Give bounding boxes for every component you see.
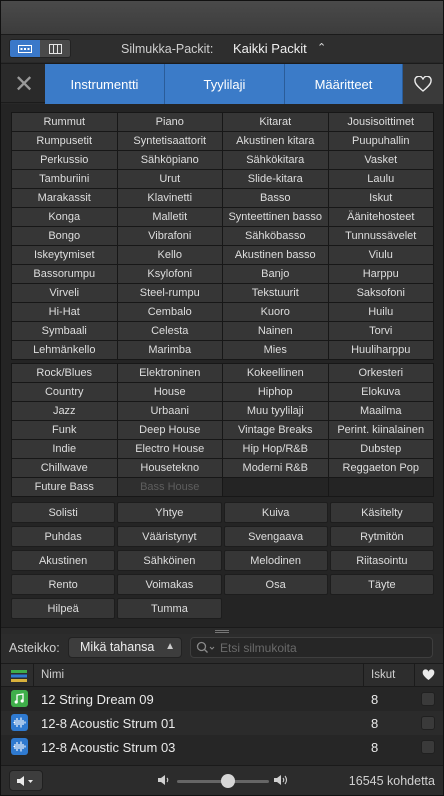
keyword-celesta[interactable]: Celesta (118, 322, 223, 340)
keyword-iskeytymiset[interactable]: Iskeytymiset (12, 246, 117, 264)
keyword-tekstuurit[interactable]: Tekstuurit (223, 284, 328, 302)
keyword-riitasointu[interactable]: Riitasointu (330, 550, 434, 571)
loop-name: 12-8 Acoustic Strum 01 (41, 716, 176, 731)
keyword-hiphop[interactable]: Hiphop (223, 383, 328, 401)
keyword-kokeellinen[interactable]: Kokeellinen (223, 364, 328, 382)
loop-beats: 8 (371, 740, 379, 755)
keyword-browser (1, 104, 443, 627)
keyword-virveli[interactable]: Virveli (12, 284, 117, 302)
keyword-kuiva[interactable]: Kuiva (224, 502, 328, 523)
keyword-bass-house[interactable]: Bass House (118, 478, 223, 496)
type-column-icon[interactable] (11, 670, 27, 685)
descriptor-keyword-grid (11, 502, 434, 619)
volume-slider-knob[interactable] (221, 774, 235, 788)
keyword-kuoro[interactable]: Kuoro (223, 303, 328, 321)
keyword-rumpusetit[interactable]: Rumpusetit (12, 132, 117, 150)
keyword-future-bass[interactable]: Future Bass (12, 478, 117, 496)
keyword-melodinen[interactable]: Melodinen (224, 550, 328, 571)
keyword-orkesteri[interactable]: Orkesteri (329, 364, 434, 382)
keyword-viulu[interactable]: Viulu (329, 246, 434, 264)
keyword-yhtye[interactable]: Yhtye (117, 502, 221, 523)
keyword-huuliharppu[interactable]: Huuliharppu (329, 341, 434, 359)
keyword-vintage-breaks[interactable]: Vintage Breaks (223, 421, 328, 439)
keyword-vääristynyt[interactable]: Vääristynyt (117, 526, 221, 547)
loop-packs-select[interactable]: Kaikki Packit (233, 41, 307, 56)
keyword-banjo[interactable]: Banjo (223, 265, 328, 283)
scale-select[interactable] (68, 637, 182, 658)
keyword-tunnussävelet[interactable]: Tunnussävelet (329, 227, 434, 245)
keyword-slide-kitara[interactable]: Slide-kitara (223, 170, 328, 188)
keyword-marakassit[interactable]: Marakassit (12, 189, 117, 207)
keyword-käsitelty[interactable]: Käsitelty (330, 502, 434, 523)
item-count: 16545 kohdetta (348, 774, 435, 788)
keyword-malletit[interactable]: Malletit (118, 208, 223, 226)
keyword-reggaeton-pop[interactable]: Reggaeton Pop (329, 459, 434, 477)
empty-cell (223, 478, 328, 496)
keyword-country[interactable]: Country (12, 383, 117, 401)
loop-name: 12 String Dream 09 (41, 692, 154, 707)
keyword-akustinen-basso[interactable]: Akustinen basso (223, 246, 328, 264)
volume-low-icon (157, 773, 171, 787)
genre-keyword-grid (11, 363, 434, 497)
keyword-perint-kiinalainen[interactable]: Perint. kiinalainen (329, 421, 434, 439)
tab-instrumentti[interactable]: Instrumentti (45, 64, 165, 104)
table-row[interactable] (1, 687, 443, 711)
columns-icon (49, 44, 62, 54)
keyword-voimakas[interactable]: Voimakas (117, 574, 221, 595)
keyword-vibrafoni[interactable]: Vibrafoni (118, 227, 223, 245)
table-header (1, 663, 443, 687)
keyword-lehmänkello[interactable]: Lehmänkello (12, 341, 117, 359)
keyword-kitarat[interactable]: Kitarat (223, 113, 328, 131)
keyword-vasket[interactable]: Vasket (329, 151, 434, 169)
keyword-tumma[interactable]: Tumma (117, 598, 221, 619)
keyword-rento[interactable]: Rento (11, 574, 115, 595)
keyword-urut[interactable]: Urut (118, 170, 223, 188)
search-field[interactable] (190, 637, 433, 658)
keyword-electro-house[interactable]: Electro House (118, 440, 223, 458)
keyword-konga[interactable]: Konga (12, 208, 117, 226)
keyword-hilpeä[interactable]: Hilpeä (11, 598, 115, 619)
category-bar (1, 63, 443, 103)
favorite-checkbox[interactable] (421, 740, 435, 754)
favorite-checkbox[interactable] (421, 716, 435, 730)
keyword-harppu[interactable]: Harppu (329, 265, 434, 283)
volume-high-icon (273, 772, 291, 788)
loop-packs-label: Silmukka-Packit: (121, 42, 214, 56)
keyword-saksofoni[interactable]: Saksofoni (329, 284, 434, 302)
keyword-rummut[interactable]: Rummut (12, 113, 117, 131)
keyword-jazz[interactable]: Jazz (12, 402, 117, 420)
keyword-bongo[interactable]: Bongo (12, 227, 117, 245)
search-placeholder: Etsi silmukoita (220, 641, 297, 655)
keyword-mies[interactable]: Mies (223, 341, 328, 359)
keyword-puupuhallin[interactable]: Puupuhallin (329, 132, 434, 150)
audio-loop-icon (11, 738, 28, 755)
keyword-chillwave[interactable]: Chillwave (12, 459, 117, 477)
keyword-symbaali[interactable]: Symbaali (12, 322, 117, 340)
keyword-housetekno[interactable]: Housetekno (118, 459, 223, 477)
midi-loop-icon (11, 690, 28, 707)
tab-tyylilaji[interactable]: Tyylilaji (165, 64, 285, 104)
pane-splitter[interactable] (1, 627, 443, 634)
button-grid-icon (18, 45, 32, 53)
keyword-steel-rumpu[interactable]: Steel-rumpu (118, 284, 223, 302)
keyword-dubstep[interactable]: Dubstep (329, 440, 434, 458)
keyword-hi-hat[interactable]: Hi-Hat (12, 303, 117, 321)
keyword-deep-house[interactable]: Deep House (118, 421, 223, 439)
loop-beats: 8 (371, 692, 379, 707)
empty-cell (330, 598, 434, 619)
keyword-sähkökitara[interactable]: Sähkökitara (223, 151, 328, 169)
preview-speaker-button[interactable] (9, 770, 43, 791)
keyword-iskut[interactable]: Iskut (329, 189, 434, 207)
search-icon (196, 641, 216, 655)
keyword-rock-blues[interactable]: Rock/Blues (12, 364, 117, 382)
keyword-moderni-r-b[interactable]: Moderni R&B (223, 459, 328, 477)
keyword-indie[interactable]: Indie (12, 440, 117, 458)
keyword-puhdas[interactable]: Puhdas (11, 526, 115, 547)
keyword-rytmitön[interactable]: Rytmitön (330, 526, 434, 547)
favorite-checkbox[interactable] (421, 692, 435, 706)
keyword-muu-tyylilaji[interactable]: Muu tyylilaji (223, 402, 328, 420)
keyword-cembalo[interactable]: Cembalo (118, 303, 223, 321)
keyword-synteettinen-basso[interactable]: Synteettinen basso (223, 208, 328, 226)
speaker-menu-icon (16, 775, 36, 787)
up-down-chevron-icon: ▲ (165, 641, 175, 652)
keyword-urbaani[interactable]: Urbaani (118, 402, 223, 420)
keyword-äänitehosteet[interactable]: Äänitehosteet (329, 208, 434, 226)
keyword-solisti[interactable]: Solisti (11, 502, 115, 523)
table-row[interactable] (1, 711, 443, 735)
name-column-header[interactable]: Nimi (41, 669, 64, 681)
title-bar[interactable] (1, 1, 443, 35)
column-view-button[interactable] (40, 40, 70, 57)
loop-beats: 8 (371, 716, 379, 731)
keyword-syntetisaattorit[interactable]: Syntetisaattorit (118, 132, 223, 150)
beats-column-header[interactable]: Iskut (371, 669, 396, 681)
loop-name: 12-8 Acoustic Strum 03 (41, 740, 176, 755)
keyword-svengaava[interactable]: Svengaava (224, 526, 328, 547)
keyword-täyte[interactable]: Täyte (330, 574, 434, 595)
keyword-laulu[interactable]: Laulu (329, 170, 434, 188)
scale-value: Mikä tahansa (80, 640, 155, 654)
keyword-hip-hop-r-b[interactable]: Hip Hop/R&B (223, 440, 328, 458)
tab-maaritteet[interactable]: Määritteet (285, 64, 403, 104)
favorites-heart-icon[interactable] (403, 64, 443, 104)
keyword-sähköpiano[interactable]: Sähköpiano (118, 151, 223, 169)
reset-close-icon[interactable]: ✕ (13, 70, 35, 98)
loop-packs-bar (1, 35, 443, 62)
keyword-sähköbasso[interactable]: Sähköbasso (223, 227, 328, 245)
audio-loop-icon (11, 714, 28, 731)
keyword-basso[interactable]: Basso (223, 189, 328, 207)
keyword-marimba[interactable]: Marimba (118, 341, 223, 359)
keyword-funk[interactable]: Funk (12, 421, 117, 439)
keyword-bassorumpu[interactable]: Bassorumpu (12, 265, 117, 283)
keyword-perkussio[interactable]: Perkussio (12, 151, 117, 169)
keyword-elektroninen[interactable]: Elektroninen (118, 364, 223, 382)
keyword-kello[interactable]: Kello (118, 246, 223, 264)
scale-label: Asteikko: (9, 641, 60, 655)
keyword-tamburiini[interactable]: Tamburiini (12, 170, 117, 188)
keyword-osa[interactable]: Osa (224, 574, 328, 595)
table-row[interactable] (1, 735, 443, 759)
keyword-house[interactable]: House (118, 383, 223, 401)
keyword-klavinetti[interactable]: Klavinetti (118, 189, 223, 207)
empty-cell (224, 598, 328, 619)
keyword-akustinen[interactable]: Akustinen (11, 550, 115, 571)
empty-cell (329, 478, 434, 496)
up-down-chevron-icon[interactable]: ⌃ (317, 42, 327, 54)
button-view-button[interactable] (10, 40, 40, 57)
keyword-maailma[interactable]: Maailma (329, 402, 434, 420)
keyword-piano[interactable]: Piano (118, 113, 223, 131)
keyword-akustinen-kitara[interactable]: Akustinen kitara (223, 132, 328, 150)
keyword-sähköinen[interactable]: Sähköinen (117, 550, 221, 571)
keyword-ksylofoni[interactable]: Ksylofoni (118, 265, 223, 283)
favorite-column-heart-icon[interactable] (422, 669, 435, 684)
keyword-nainen[interactable]: Nainen (223, 322, 328, 340)
filter-bar (1, 634, 443, 663)
instrument-keyword-grid (11, 112, 434, 360)
loop-results-table (1, 663, 443, 765)
keyword-elokuva[interactable]: Elokuva (329, 383, 434, 401)
footer-bar (1, 765, 443, 795)
view-toggle (9, 39, 71, 58)
keyword-huilu[interactable]: Huilu (329, 303, 434, 321)
keyword-jousisoittimet[interactable]: Jousisoittimet (329, 113, 434, 131)
keyword-torvi[interactable]: Torvi (329, 322, 434, 340)
